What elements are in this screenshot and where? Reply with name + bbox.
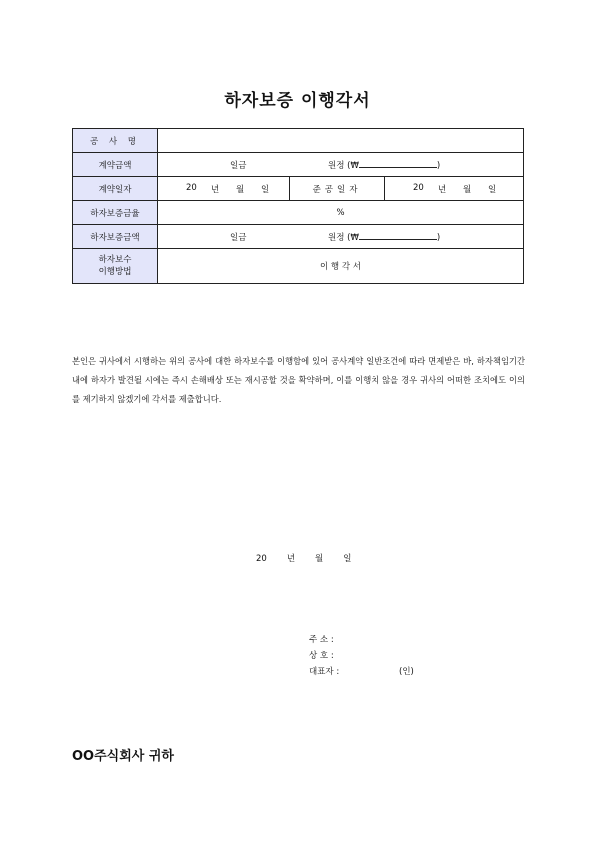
seal-mark: (인) bbox=[399, 667, 414, 677]
completion-date-value: 20 년 월 일 bbox=[413, 183, 497, 195]
warranty-rate-value: % bbox=[158, 201, 524, 225]
ceo-label: 대표자 : bbox=[309, 667, 340, 677]
contract-date-value: 20 년 월 일 bbox=[186, 183, 270, 195]
completion-date-label: 준공일자 bbox=[312, 184, 362, 195]
warranty-amount-label: 하자보증금액 bbox=[73, 225, 158, 249]
table-row bbox=[73, 249, 524, 284]
amount-suffix: 원정 (₩ bbox=[328, 161, 359, 171]
contract-date-label: 계약일자 bbox=[73, 177, 158, 201]
pledge-body-text: 본인은 귀사에서 시행하는 위의 공사에 대한 하자보수를 이행함에 있어 공사계약 일반조건에 따라 면제받은 바, 하자책임기간 내에 하자가 발견될 시에는 즉시 손해배상 또는 재시공할 것을 확약하며, 이를 이행치 않을 경우 귀사의 어떠한 조치에도 이의를 제기하지 않겠기에 각서를 제출합니다. bbox=[72, 356, 525, 404]
signature-date: 20 년 월 일 bbox=[256, 554, 352, 564]
contract-amount-value bbox=[158, 153, 523, 176]
project-name-value bbox=[158, 129, 524, 153]
warranty-amount-value: 일금 원정 (₩ ) bbox=[230, 233, 441, 243]
address-label: 주 소 : bbox=[309, 635, 334, 645]
contract-amount-label: 계약금액 bbox=[73, 153, 158, 177]
amount-blank-line bbox=[359, 232, 437, 240]
table-row bbox=[73, 177, 524, 201]
amount-blank-line bbox=[359, 160, 437, 168]
warranty-rate-label: 하자보증금율 bbox=[73, 201, 158, 225]
table-row bbox=[73, 153, 524, 177]
addressee: OO주식회사 귀하 bbox=[72, 749, 174, 764]
amount-suffix-end: ) bbox=[436, 161, 441, 171]
table-row bbox=[73, 129, 524, 153]
repair-method-label: 하자보수 이행방법 bbox=[73, 249, 158, 284]
warranty-form-table bbox=[72, 128, 524, 284]
document-title: 하자보증 이행각서 bbox=[224, 91, 371, 111]
repair-method-value: 이 행 각 서 bbox=[158, 249, 524, 284]
table-row bbox=[73, 201, 524, 225]
company-label: 상 호 : bbox=[309, 651, 334, 661]
amount-prefix: 일금 bbox=[230, 161, 247, 171]
project-name-label: 공 사 명 bbox=[89, 136, 141, 147]
table-row bbox=[73, 225, 524, 249]
